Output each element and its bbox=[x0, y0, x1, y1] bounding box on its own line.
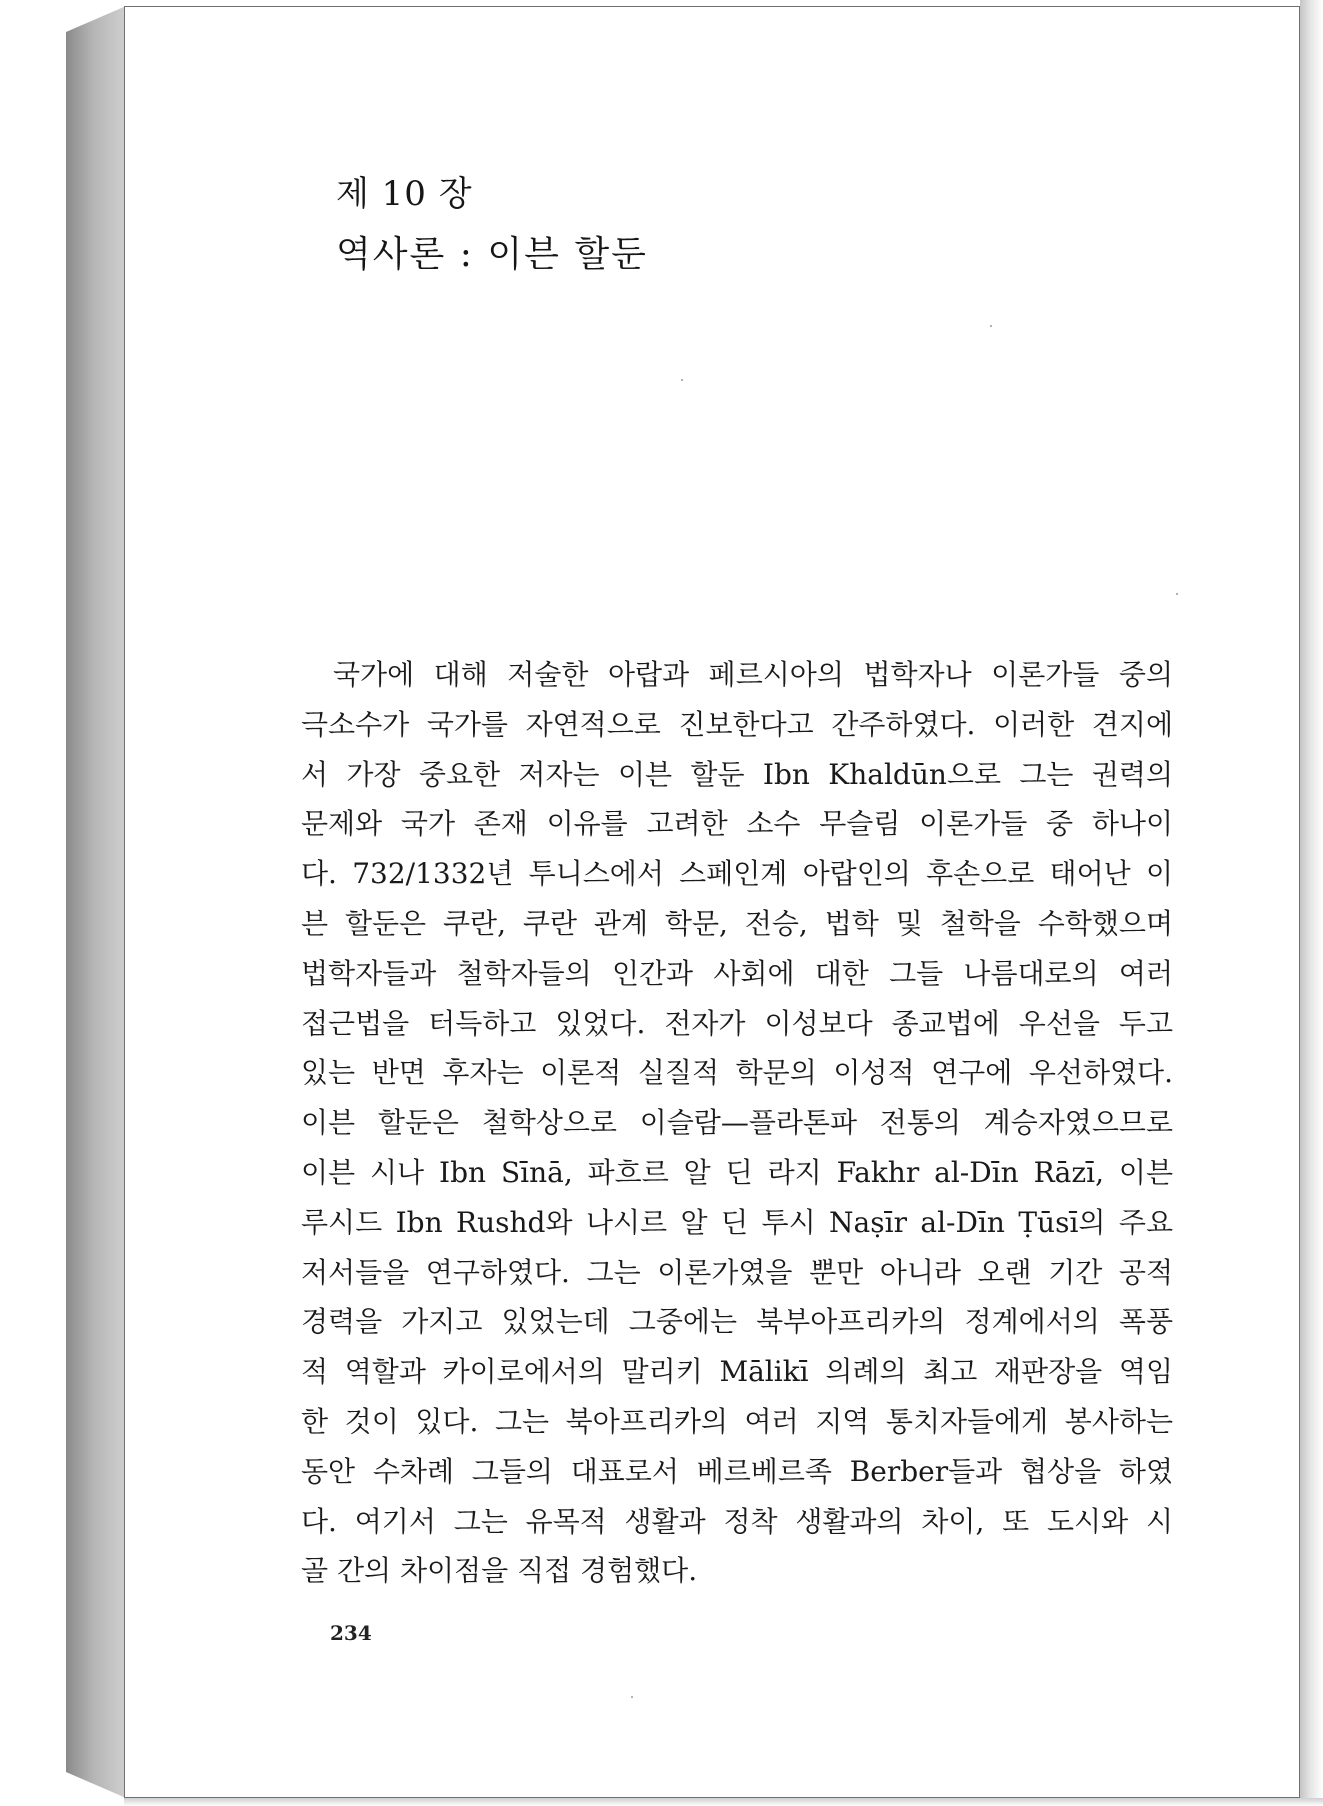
chapter-heading bbox=[336, 164, 648, 286]
scan-speck bbox=[1176, 593, 1178, 595]
body-line: 루시드 Ibn Rushd와 나시르 알 딘 투시 Naṣīr al-Dīn Ṭūsī의 주요 bbox=[301, 1205, 1173, 1239]
body-line: 저서들을 연구하였다. 그는 이론가였을 뿐만 아니라 오랜 기간 공적 bbox=[301, 1255, 1173, 1289]
body-line: 국가에 대해 저술한 아랍과 페르시아의 법학자나 이론가들 중의 bbox=[333, 658, 1173, 691]
scan-speck bbox=[631, 1696, 633, 1698]
chapter-number: 제 10 장 bbox=[336, 174, 473, 214]
body-line: 골 간의 차이점을 직접 경험했다. bbox=[301, 1554, 698, 1588]
book-page-edges bbox=[66, 6, 126, 1798]
page-number: 234 bbox=[330, 1621, 372, 1645]
body-line: 이븐 시나 Ibn Sīnā, 파흐르 알 딘 라지 Fakhr al-Dīn Rāzī, 이븐 bbox=[301, 1155, 1173, 1189]
body-line: 접근법을 터득하고 있었다. 전자가 이성보다 종교법에 우선을 두고 bbox=[301, 1006, 1173, 1040]
body-line: 있는 반면 후자는 이론적 실질적 학문의 이성적 연구에 우선하였다. bbox=[301, 1056, 1173, 1090]
body-line: 문제와 국가 존재 이유를 고려한 소수 무슬림 이론가들 중 하나이 bbox=[301, 807, 1173, 841]
scan-speck bbox=[681, 379, 683, 381]
body-line: 이븐 할둔은 철학상으로 이슬람—플라톤파 전통의 계승자였으므로 bbox=[301, 1106, 1173, 1140]
body-paragraph bbox=[301, 650, 1173, 1596]
body-line: 경력을 가지고 있었는데 그중에는 북부아프리카의 정계에서의 폭풍 bbox=[301, 1305, 1173, 1339]
body-line: 다. 여기서 그는 유목적 생활과 정착 생활과의 차이, 또 도시와 시 bbox=[301, 1504, 1173, 1538]
body-line: 서 가장 중요한 저자는 이븐 할둔 Ibn Khaldūn으로 그는 권력의 bbox=[301, 757, 1173, 791]
body-line: 적 역할과 카이로에서의 말리키 Mālikī 의례의 최고 재판장을 역임 bbox=[301, 1355, 1173, 1389]
body-line: 븐 할둔은 쿠란, 쿠란 관계 학문, 전승, 법학 및 철학을 수학했으며 bbox=[301, 906, 1173, 940]
body-line: 한 것이 있다. 그는 북아프리카의 여러 지역 통치자들에게 봉사하는 bbox=[301, 1404, 1173, 1438]
body-line: 법학자들과 철학자들의 인간과 사회에 대한 그들 나름대로의 여러 bbox=[301, 956, 1173, 990]
page-bottom-shadow bbox=[124, 1798, 1323, 1806]
chapter-title: 역사론 : 이븐 할둔 bbox=[336, 234, 648, 275]
body-line: 극소수가 국가를 자연적으로 진보한다고 간주하였다. 이러한 견지에 bbox=[301, 707, 1173, 741]
page-right-shadow bbox=[1300, 0, 1323, 1806]
body-line: 동안 수차례 그들의 대표로서 베르베르족 Berber들과 협상을 하였 bbox=[301, 1454, 1173, 1488]
body-line: 다. 732/1332년 투니스에서 스페인계 아랍인의 후손으로 태어난 이 bbox=[301, 857, 1173, 891]
scan-speck bbox=[990, 325, 992, 327]
